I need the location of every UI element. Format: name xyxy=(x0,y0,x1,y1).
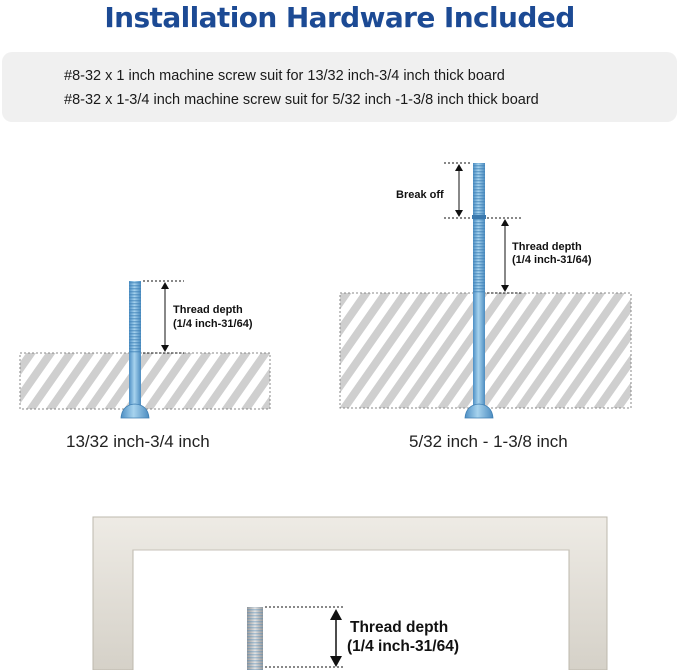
right-thread-depth-label: Thread depth xyxy=(512,241,582,253)
left-board xyxy=(20,353,270,409)
break-off-label: Break off xyxy=(396,189,444,201)
handle-threaded-stud xyxy=(247,607,263,670)
right-board-caption: 5/32 inch - 1-3/8 inch xyxy=(409,432,568,451)
right-thread-depth-range: (1/4 inch-31/64) xyxy=(512,254,592,266)
left-thread-dimension xyxy=(143,281,184,353)
left-board-caption: 13/32 inch-3/4 inch xyxy=(66,432,210,451)
page-title: Installation Hardware Included xyxy=(104,1,575,34)
screw-info-line-1: #8-32 x 1 inch machine screw suit for 13/32 inch-3/4 inch thick board xyxy=(64,68,505,84)
left-thread-depth-label: Thread depth xyxy=(173,304,243,316)
handle-thread-dimension xyxy=(265,607,345,667)
screw-info-line-2: #8-32 x 1-3/4 inch machine screw suit for 5/32 inch -1-3/8 inch thick board xyxy=(64,92,539,108)
left-thread-depth-range: (1/4 inch-31/64) xyxy=(173,318,253,330)
handle-thread-depth-label: Thread depth xyxy=(350,619,449,636)
handle-thread-depth-range: (1/4 inch-31/64) xyxy=(347,638,459,655)
right-board xyxy=(340,293,631,408)
break-off-dimension xyxy=(444,163,472,218)
